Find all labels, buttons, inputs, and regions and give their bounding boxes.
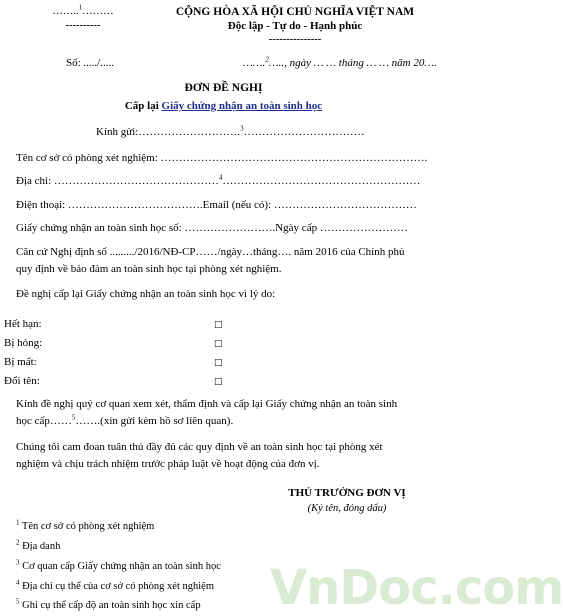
- recipient-line: Kính gửi:……………………….$^3$……………………………: [96, 124, 365, 138]
- reason-intro: Đề nghị cấp lại Giấy chứng nhận an toàn sinh học vì lý do:: [16, 288, 276, 300]
- footnote: $^5$ Ghi cụ thể cấp độ an toàn sinh học xin cấp: [16, 597, 201, 611]
- document-number: Số: ...../.....: [66, 57, 114, 69]
- commitment-paragraph-line1: Chúng tôi cam đoan tuân thủ đầy đủ các quy định về an toàn sinh học tại phòng xét: [16, 441, 383, 453]
- checkbox-lost[interactable]: □: [214, 358, 223, 368]
- certificate-number-field: Giấy chứng nhận an toàn sinh học số: …………………….Ngày cấp ……………………: [16, 222, 408, 234]
- national-title: CỘNG HÒA XÃ HỘI CHỦ NGHĨA VIỆT NAM: [175, 6, 415, 18]
- phone-email-field: Điện thoại: ……………………………….Email (nếu có): …………………………………: [16, 199, 417, 211]
- address-field: Địa chỉ: ………………………………………$^4$………………………………………………: [16, 173, 421, 187]
- reason-label: Đổi tên:: [4, 375, 40, 387]
- reason-label: Bị mất:: [4, 356, 37, 368]
- reason-label: Bị hỏng:: [4, 337, 43, 349]
- issuer-divider: ----------: [65, 20, 101, 31]
- checkbox-expired[interactable]: □: [214, 320, 223, 330]
- signature-title: THỦ TRƯỞNG ĐƠN VỊ: [288, 487, 406, 499]
- request-paragraph-line1: Kính đề nghị quý cơ quan xem xét, thẩm định và cấp lại Giấy chứng nhận an toàn sinh: [16, 398, 398, 410]
- footnote: $^2$ Địa danh: [16, 538, 61, 552]
- place-date-line: …….$^2$….., ngày … … tháng … … năm 20….: [243, 55, 437, 69]
- commitment-paragraph-line2: nghiệm và chịu trách nhiệm trước pháp luật về hoạt động của đơn vị.: [16, 458, 320, 470]
- footnote: $^4$ Địa chỉ cụ thể của cơ sở có phòng xét nghiệm: [16, 578, 215, 592]
- request-paragraph-line2: học cấp……$^5$…….(xin gửi kèm hồ sơ liên quan).: [16, 413, 234, 427]
- reason-label: Hết hạn:: [4, 318, 42, 330]
- issuer-name-line: ……..$^1$………: [52, 3, 114, 17]
- footnote: $^3$ Cơ quan cấp Giấy chứng nhận an toàn sinh học: [16, 558, 221, 572]
- watermark-logo: VnDoc.com: [270, 560, 563, 616]
- checkbox-renamed[interactable]: □: [214, 377, 223, 387]
- national-motto: Độc lập - Tự do - Hạnh phúc: [227, 20, 363, 32]
- page-title: ĐƠN ĐỀ NGHỊ: [184, 82, 263, 94]
- facility-name-field: Tên cơ sở có phòng xét nghiệm: ……………………………………………………………….: [16, 152, 428, 164]
- motto-divider: ---------------: [268, 34, 322, 45]
- legal-basis-line2: quy định về bảo đảm an toàn sinh học tại phòng xét nghiệm.: [16, 263, 282, 275]
- certificate-link[interactable]: Giấy chứng nhận an toàn sinh học: [161, 100, 323, 112]
- footnote: $^1$ Tên cơ sở có phòng xét nghiệm: [16, 518, 155, 532]
- signature-note: (Ký tên, đóng dấu): [307, 503, 387, 514]
- page-subtitle: Cấp lại Giấy chứng nhận an toàn sinh học: [124, 100, 323, 112]
- checkbox-damaged[interactable]: □: [214, 339, 223, 349]
- legal-basis-line1: Căn cứ Nghị định số ........./2016/NĐ-CP……/ngày…tháng…. năm 2016 của Chính phủ: [16, 246, 405, 258]
